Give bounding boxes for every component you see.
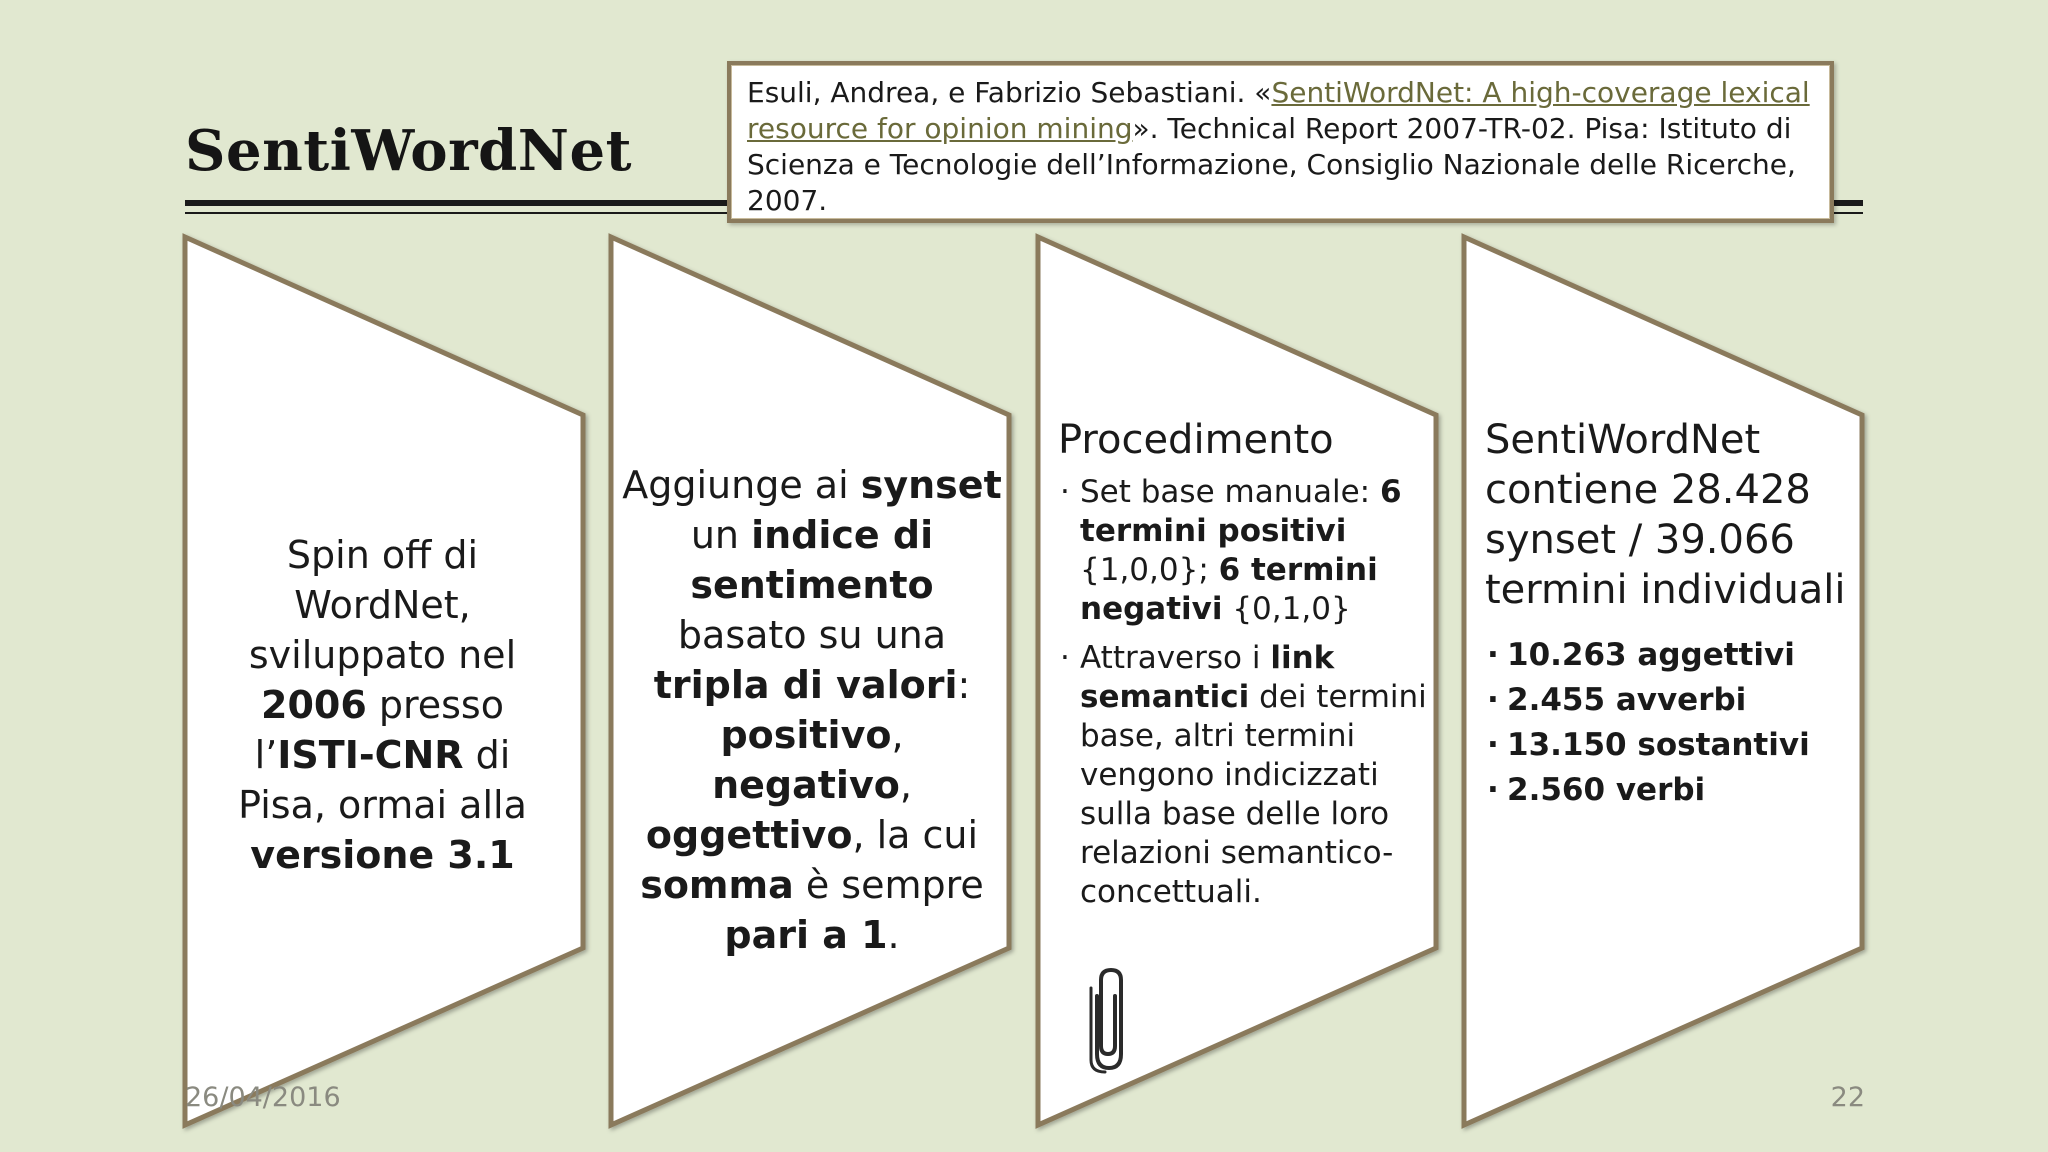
list-item xyxy=(1485,678,1865,723)
bullet-icon: · xyxy=(1487,682,1499,718)
list-item-text: 2.560 verbi xyxy=(1507,772,1706,808)
panel-2-text-part: . xyxy=(887,913,900,957)
bullet-icon: · xyxy=(1487,637,1499,673)
panel-1-year: 2006 xyxy=(261,683,367,727)
panel-3-text xyxy=(1058,415,1438,922)
citation-text-after: ». Technical Report 2007-TR-02. Pisa: Istituto di Scienza e Tecnologie dell’Informazione, Consiglio Nazionale delle Ricerche, 2007. xyxy=(747,112,1796,217)
list-item-text: Attraverso i xyxy=(1080,640,1271,676)
list-item-text: Set base manuale: xyxy=(1080,474,1380,510)
list-item xyxy=(1485,633,1865,678)
list-item xyxy=(1485,723,1865,768)
citation-text-before: Esuli, Andrea, e Fabrizio Sebastiani. « xyxy=(747,76,1272,109)
bullet-icon: · xyxy=(1487,772,1499,808)
citation-link[interactable]: SentiWordNet: A high-coverage lexical resource for opinion mining xyxy=(747,76,1810,145)
panel-3-heading: Procedimento xyxy=(1058,417,1334,463)
panel-4-text xyxy=(1485,415,1865,813)
panel-3-list xyxy=(1058,473,1438,912)
panel-2-text-part: basato su una xyxy=(677,613,947,657)
panel-1-institute: ISTI-CNR xyxy=(277,733,464,777)
panel-2-text-part: Aggiunge ai xyxy=(622,463,861,507)
list-item-bold: 6 termini negativi xyxy=(1080,552,1378,627)
bullet-icon: · xyxy=(1487,727,1499,763)
panel-2-text-part: , xyxy=(891,713,904,757)
bullet-icon: · xyxy=(1060,474,1070,510)
panel-2-text-part: un xyxy=(690,513,752,557)
panel-1-text-part: di Pisa, ormai alla xyxy=(238,733,527,827)
list-item-text: 2.455 avverbi xyxy=(1507,682,1747,718)
panel-2-text xyxy=(622,460,1002,960)
list-item-bold: link semantici xyxy=(1080,640,1335,715)
slide-page-number: 22 xyxy=(1830,1082,1865,1113)
list-item-text: {0,1,0} xyxy=(1222,591,1351,627)
panel-1-version: versione 3.1 xyxy=(250,833,515,877)
list-item xyxy=(1058,473,1438,629)
panel-2-bold-part: positivo xyxy=(720,713,892,757)
panel-2-bold-part: oggettivo xyxy=(645,813,853,857)
panel-2-bold-part: negativo xyxy=(712,763,900,807)
list-item-text: 13.150 sostantivi xyxy=(1507,727,1810,763)
slide-date: 26/04/2016 xyxy=(185,1082,341,1113)
panel-2-text-part: è sempre xyxy=(793,863,984,907)
slide-title: SentiWordNet xyxy=(185,118,632,184)
list-item-text: {1,0,0}; xyxy=(1080,552,1219,588)
panel-2-bold-part: pari a 1 xyxy=(724,913,888,957)
list-item xyxy=(1058,639,1438,912)
list-item-text: 10.263 aggettivi xyxy=(1507,637,1795,673)
panel-2-bold-part: tripla di valori xyxy=(653,663,958,707)
citation-box xyxy=(727,61,1834,223)
panel-1-text-part: Spin off di WordNet, sviluppato nel xyxy=(248,533,517,677)
panel-2-bold-part: synset xyxy=(860,463,1002,507)
panel-2-bold-part: indice di sentimento xyxy=(690,513,934,607)
list-item-bold: 6 termini positivi xyxy=(1080,474,1402,549)
bullet-icon: · xyxy=(1060,640,1070,676)
paperclip-icon[interactable] xyxy=(1083,966,1131,1074)
list-item-text: dei termini base, altri termini vengono indicizzati sulla base delle loro relazioni semantico-concettuali. xyxy=(1080,679,1427,910)
panel-2-bold-part: somma xyxy=(640,863,794,907)
panel-1-text-part: presso l’ xyxy=(254,683,504,777)
panel-2-text-part: , xyxy=(899,763,912,807)
panel-4-heading: SentiWordNet contiene 28.428 synset / 39.066 termini individuali xyxy=(1485,417,1846,613)
panel-2-text-part: , la cui xyxy=(852,813,979,857)
panel-2-text-part: : xyxy=(957,663,971,707)
panel-4-list xyxy=(1485,633,1865,813)
list-item xyxy=(1485,768,1865,813)
panel-1-text xyxy=(205,530,560,880)
